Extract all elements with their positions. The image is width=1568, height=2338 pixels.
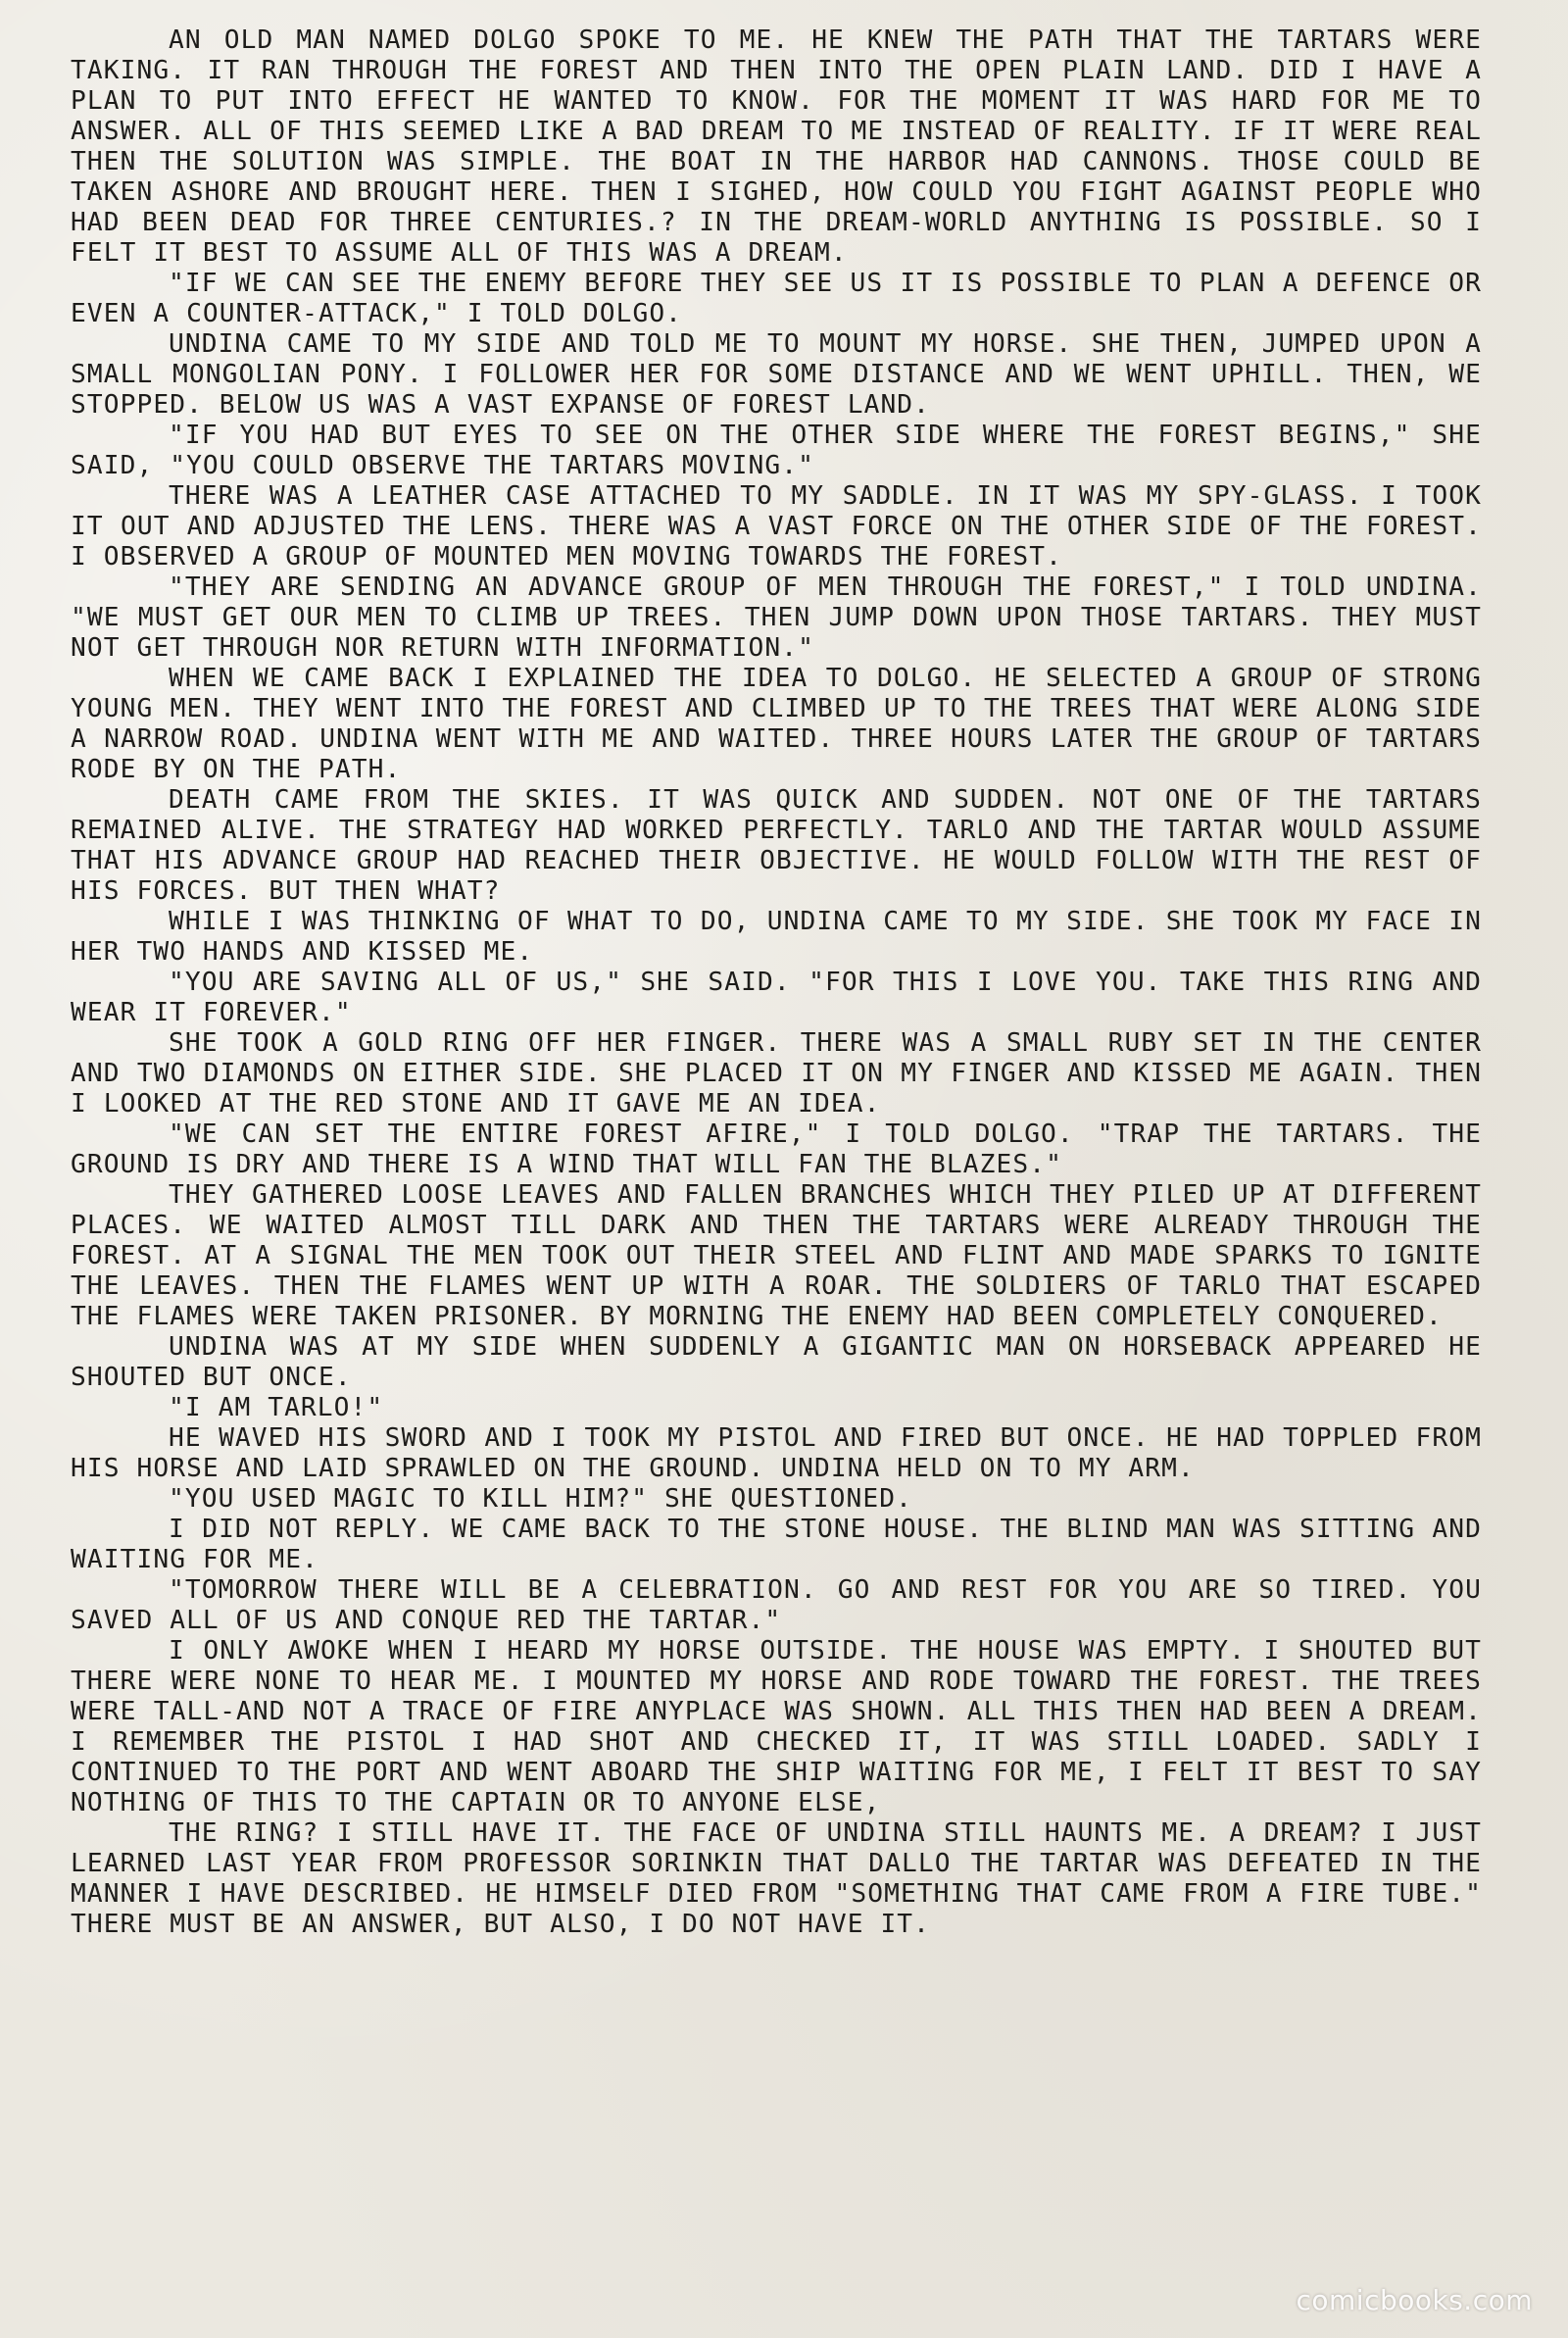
paragraph: "YOU ARE SAVING ALL OF US," SHE SAID. "FOR THIS I LOVE YOU. TAKE THIS RING AND WEAR IT FOREVER."	[71, 968, 1482, 1027]
paragraph: UNDINA WAS AT MY SIDE WHEN SUDDENLY A GIGANTIC MAN ON HORSEBACK APPEARED HE SHOUTED BUT ONCE.	[71, 1332, 1482, 1392]
paragraph: THE RING? I STILL HAVE IT. THE FACE OF UNDINA STILL HAUNTS ME. A DREAM? I JUST LEARNED LAST YEAR FROM PROFESSOR SORINKIN THAT DALLO THE TARTAR WAS DEFEATED IN THE MANNER I HAVE DESCRIBED. HE HIMSELF DIED FROM "SOMETHING THAT CAME FROM A FIRE TUBE." THERE MUST BE AN ANSWER, BUT ALSO, I DO NOT HAVE IT.	[71, 1818, 1482, 1939]
paragraph: THEY GATHERED LOOSE LEAVES AND FALLEN BRANCHES WHICH THEY PILED UP AT DIFFERENT PLACES. WE WAITED ALMOST TILL DARK AND THEN THE TARTARS WERE ALREADY THROUGH THE FOREST. AT A SIGNAL THE MEN TOOK OUT THEIR STEEL AND FLINT AND MADE SPARKS TO IGNITE THE LEAVES. THEN THE FLAMES WENT UP WITH A ROAR. THE SOLDIERS OF TARLO THAT ESCAPED THE FLAMES WERE TAKEN PRISONER. BY MORNING THE ENEMY HAD BEEN COMPLETELY CONQUERED.	[71, 1180, 1482, 1331]
paragraph: "WE CAN SET THE ENTIRE FOREST AFIRE," I TOLD DOLGO. "TRAP THE TARTARS. THE GROUND IS DRY AND THERE IS A WIND THAT WILL FAN THE BLAZES."	[71, 1119, 1482, 1179]
paragraph: WHILE I WAS THINKING OF WHAT TO DO, UNDINA CAME TO MY SIDE. SHE TOOK MY FACE IN HER TWO HANDS AND KISSED ME.	[71, 907, 1482, 967]
paragraph: AN OLD MAN NAMED DOLGO SPOKE TO ME. HE KNEW THE PATH THAT THE TARTARS WERE TAKING. IT RAN THROUGH THE FOREST AND THEN INTO THE OPEN PLAIN LAND. DID I HAVE A PLAN TO PUT INTO EFFECT HE WANTED TO KNOW. FOR THE MOMENT IT WAS HARD FOR ME TO ANSWER. ALL OF THIS SEEMED LIKE A BAD DREAM TO ME INSTEAD OF REALITY. IF IT WERE REAL THEN THE SOLUTION WAS SIMPLE. THE BOAT IN THE HARBOR HAD CANNONS. THOSE COULD BE TAKEN ASHORE AND BROUGHT HERE. THEN I SIGHED, HOW COULD YOU FIGHT AGAINST PEOPLE WHO HAD BEEN DEAD FOR THREE CENTURIES.? IN THE DREAM-WORLD ANYTHING IS POSSIBLE. SO I FELT IT BEST TO ASSUME ALL OF THIS WAS A DREAM.	[71, 25, 1482, 268]
paragraph: THERE WAS A LEATHER CASE ATTACHED TO MY SADDLE. IN IT WAS MY SPY-GLASS. I TOOK IT OUT AND ADJUSTED THE LENS. THERE WAS A VAST FORCE ON THE OTHER SIDE OF THE FOREST. I OBSERVED A GROUP OF MOUNTED MEN MOVING TOWARDS THE FOREST.	[71, 481, 1482, 572]
paragraph: DEATH CAME FROM THE SKIES. IT WAS QUICK AND SUDDEN. NOT ONE OF THE TARTARS REMAINED ALIVE. THE STRATEGY HAD WORKED PERFECTLY. TARLO AND THE TARTAR WOULD ASSUME THAT HIS ADVANCE GROUP HAD REACHED THEIR OBJECTIVE. HE WOULD FOLLOW WITH THE REST OF HIS FORCES. BUT THEN WHAT?	[71, 785, 1482, 906]
paragraph: "TOMORROW THERE WILL BE A CELEBRATION. GO AND REST FOR YOU ARE SO TIRED. YOU SAVED ALL OF US AND CONQUE RED THE TARTAR."	[71, 1575, 1482, 1635]
paragraph: "IF WE CAN SEE THE ENEMY BEFORE THEY SEE US IT IS POSSIBLE TO PLAN A DEFENCE OR EVEN A COUNTER-ATTACK," I TOLD DOLGO.	[71, 269, 1482, 328]
paragraph: "YOU USED MAGIC TO KILL HIM?" SHE QUESTIONED.	[169, 1484, 912, 1514]
site-watermark: comicbooks.com	[1296, 2284, 1533, 2316]
paragraph: I ONLY AWOKE WHEN I HEARD MY HORSE OUTSIDE. THE HOUSE WAS EMPTY. I SHOUTED BUT THERE WERE NONE TO HEAR ME. I MOUNTED MY HORSE AND RODE TOWARD THE FOREST. THE TREES WERE TALL-AND NOT A TRACE OF FIRE ANYPLACE WAS SHOWN. ALL THIS THEN HAD BEEN A DREAM. I REMEMBER THE PISTOL I HAD SHOT AND CHECKED IT, IT WAS STILL LOADED. SADLY I CONTINUED TO THE PORT AND WENT ABOARD THE SHIP WAITING FOR ME, I FELT IT BEST TO SAY NOTHING OF THIS TO THE CAPTAIN OR TO ANYONE ELSE,	[71, 1636, 1482, 1817]
paragraph: "IF YOU HAD BUT EYES TO SEE ON THE OTHER SIDE WHERE THE FOREST BEGINS," SHE SAID, "YOU COULD OBSERVE THE TARTARS MOVING."	[71, 421, 1482, 480]
paragraph: HE WAVED HIS SWORD AND I TOOK MY PISTOL AND FIRED BUT ONCE. HE HAD TOPPLED FROM HIS HORSE AND LAID SPRAWLED ON THE GROUND. UNDINA HELD ON TO MY ARM.	[71, 1423, 1482, 1483]
paragraph: "I AM TARLO!"	[169, 1393, 384, 1422]
paragraph: UNDINA CAME TO MY SIDE AND TOLD ME TO MOUNT MY HORSE. SHE THEN, JUMPED UPON A SMALL MONGOLIAN PONY. I FOLLOWER HER FOR SOME DISTANCE AND WE WENT UPHILL. THEN, WE STOPPED. BELOW US WAS A VAST EXPANSE OF FOREST LAND.	[71, 329, 1482, 420]
story-text	[71, 25, 1482, 1940]
paragraph: "THEY ARE SENDING AN ADVANCE GROUP OF MEN THROUGH THE FOREST," I TOLD UNDINA. "WE MUST GET OUR MEN TO CLIMB UP TREES. THEN JUMP DOWN UPON THOSE TARTARS. THEY MUST NOT GET THROUGH NOR RETURN WITH INFORMATION."	[71, 572, 1482, 663]
paragraph: WHEN WE CAME BACK I EXPLAINED THE IDEA TO DOLGO. HE SELECTED A GROUP OF STRONG YOUNG MEN. THEY WENT INTO THE FOREST AND CLIMBED UP TO THE TREES THAT WERE ALONG SIDE A NARROW ROAD. UNDINA WENT WITH ME AND WAITED. THREE HOURS LATER THE GROUP OF TARTARS RODE BY ON THE PATH.	[71, 664, 1482, 784]
paragraph: SHE TOOK A GOLD RING OFF HER FINGER. THERE WAS A SMALL RUBY SET IN THE CENTER AND TWO DIAMONDS ON EITHER SIDE. SHE PLACED IT ON MY FINGER AND KISSED ME AGAIN. THEN I LOOKED AT THE RED STONE AND IT GAVE ME AN IDEA.	[71, 1028, 1482, 1119]
paragraph: I DID NOT REPLY. WE CAME BACK TO THE STONE HOUSE. THE BLIND MAN WAS SITTING AND WAITING FOR ME.	[71, 1515, 1482, 1574]
